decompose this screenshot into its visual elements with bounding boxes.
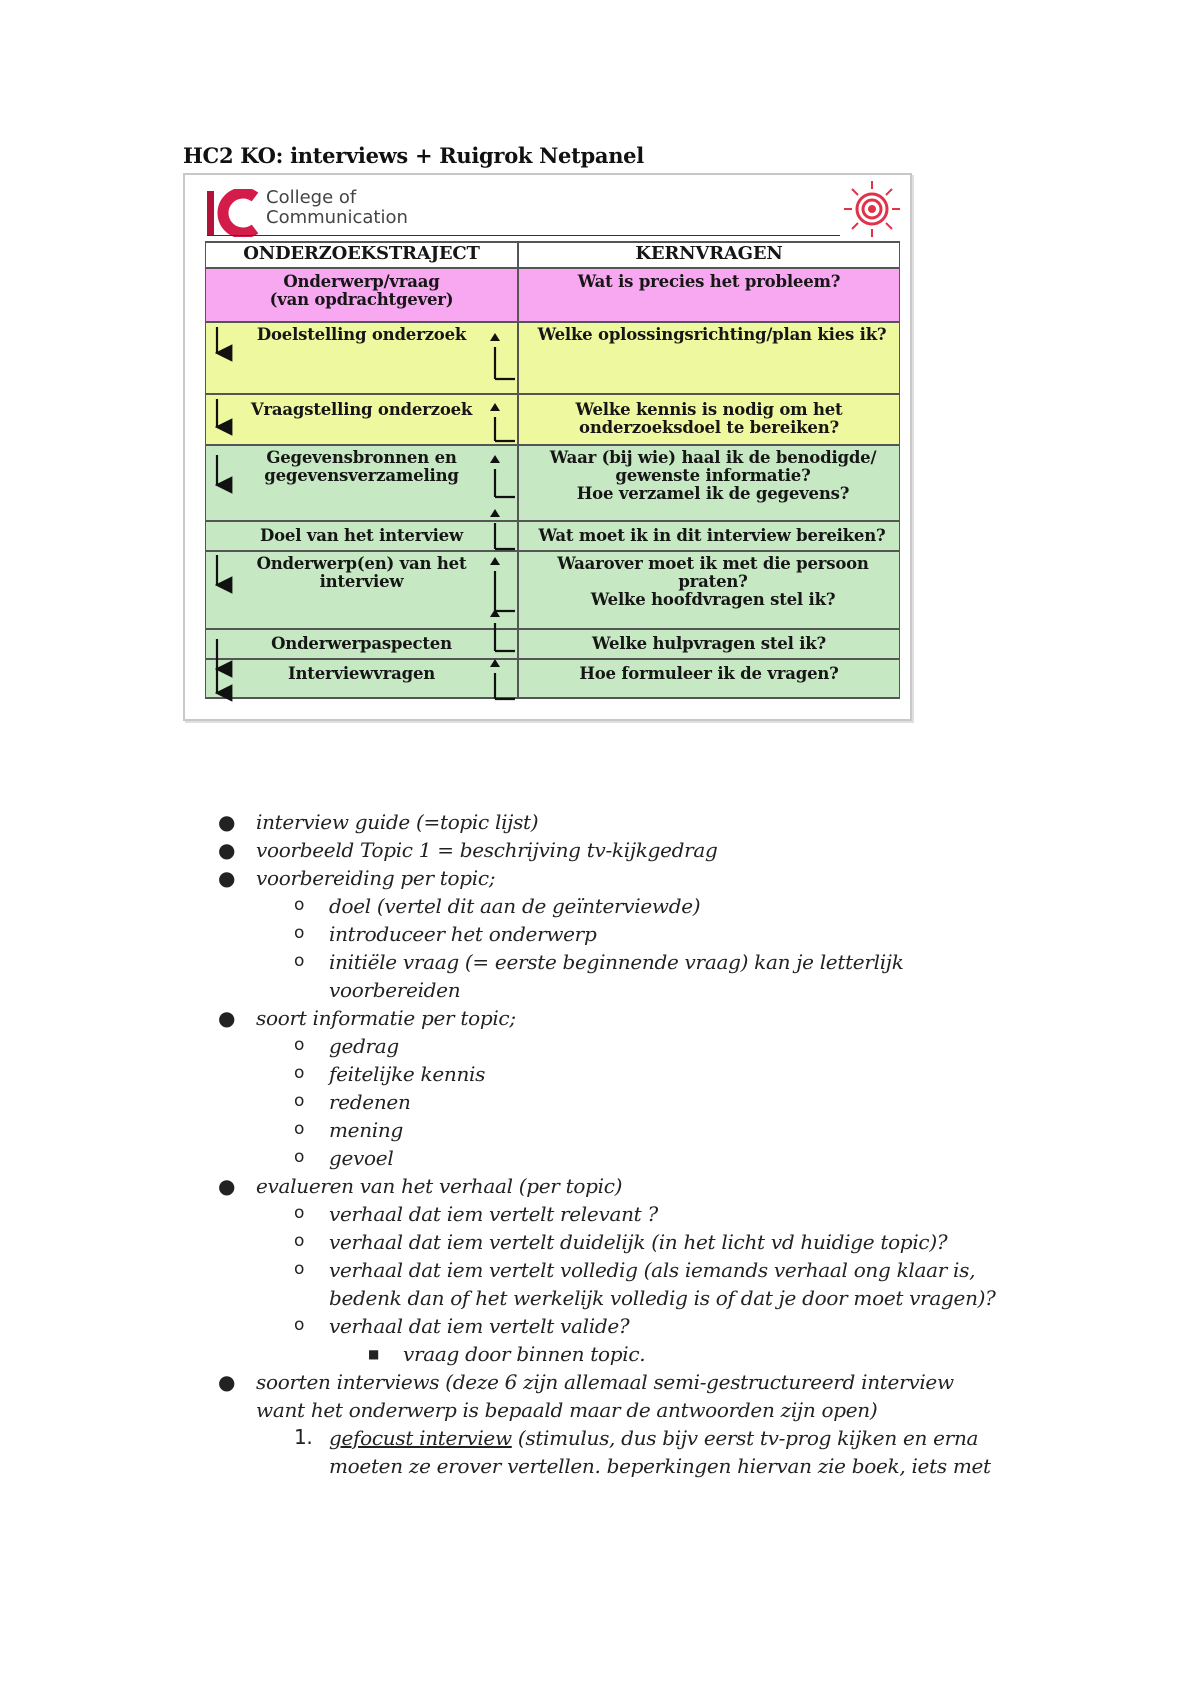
list-item-continuation: voorbereiden xyxy=(329,978,461,1002)
bullet-icon: ● xyxy=(218,1006,236,1030)
list-item: 1. gefocust interview (stimulus, dus bijv eerst tv-prog kijken en erna xyxy=(294,1425,979,1450)
list-item: o feitelijke kennis xyxy=(0,1060,1200,1088)
list-item: ● interview guide (=topic lijst) xyxy=(218,810,539,834)
list-item: o gevoel xyxy=(0,1144,1200,1172)
list-item-continuation: want het onderwerp is bepaald maar de antwoorden zijn open) xyxy=(256,1398,878,1422)
list-item: ● voorbeeld Topic 1 = beschrijving tv-kijkgedrag xyxy=(218,838,718,862)
table-cell-right: Waar (bij wie) haal ik de benodigde/ gewenste informatie? Hoe verzamel ik de gegevens? xyxy=(518,445,900,521)
list-item: ■ vraag door binnen topic. xyxy=(368,1342,646,1366)
table-header-left: ONDERZOEKSTRAJECT xyxy=(205,241,518,268)
page-title: HC2 KO: interviews + Ruigrok Netpanel xyxy=(183,143,644,168)
logo-text-line2: Communication xyxy=(266,207,408,228)
list-item: o redenen xyxy=(0,1088,1200,1116)
table-cell-left: Doel van het interview xyxy=(205,521,518,551)
list-item: o introduceer het onderwerp xyxy=(0,920,1200,948)
list-item: o gedrag xyxy=(0,1032,1200,1060)
table-cell-left: Onderwerp/vraag (van opdrachtgever) xyxy=(205,268,518,322)
circle-bullet-icon: o xyxy=(294,951,305,971)
table-cell-right: Welke hulpvragen stel ik? xyxy=(518,629,900,659)
bullet-icon: ● xyxy=(218,1174,236,1198)
circle-bullet-icon: o xyxy=(294,895,305,915)
list-item: o verhaal dat iem vertelt volledig (als iemands verhaal ong klaar is, xyxy=(0,1256,1200,1284)
list-item: ● soorten interviews (deze 6 zijn allemaal semi-gestructureerd interview xyxy=(218,1370,954,1394)
table-header-right: KERNVRAGEN xyxy=(518,241,900,268)
research-steps-table xyxy=(205,241,900,706)
table-cell-left: Interviewvragen xyxy=(205,659,518,699)
bullet-icon: ● xyxy=(218,866,236,890)
list-item: ● voorbereiding per topic; xyxy=(218,866,496,890)
list-item: o verhaal dat iem vertelt relevant ? xyxy=(0,1200,1200,1228)
college-logo-icon xyxy=(207,189,267,237)
table-cell-left: Doelstelling onderzoek xyxy=(205,322,518,394)
bullet-icon: ● xyxy=(218,838,236,862)
notes-list xyxy=(0,808,1200,1480)
college-logo-text xyxy=(266,188,408,228)
table-cell-left: Onderwerp(en) van het interview xyxy=(205,551,518,629)
table-cell-right: Hoe formuleer ik de vragen? xyxy=(518,659,900,699)
list-item: o verhaal dat iem vertelt valide? xyxy=(0,1312,1200,1340)
square-bullet-icon: ■ xyxy=(368,1347,380,1361)
table-cell-right: Wat is precies het probleem? xyxy=(518,268,900,322)
table-cell-left: Onderwerpaspecten xyxy=(205,629,518,659)
circle-bullet-icon: o xyxy=(294,1147,305,1167)
circle-bullet-icon: o xyxy=(294,1119,305,1139)
list-item: ● evalueren van het verhaal (per topic) xyxy=(218,1174,623,1198)
circle-bullet-icon: o xyxy=(294,1035,305,1055)
gefocust-interview-link[interactable]: gefocust interview xyxy=(329,1426,512,1450)
list-item: o initiële vraag (= eerste beginnende vraag) kan je letterlijk xyxy=(0,948,1200,976)
circle-bullet-icon: o xyxy=(294,1259,305,1279)
table-cell-right: Welke kennis is nodig om het onderzoeksdoel te bereiken? xyxy=(518,394,900,445)
table-cell-right: Welke oplossingsrichting/plan kies ik? xyxy=(518,322,900,394)
table-cell-right: Waarover moet ik met die persoon praten? Welke hoofdvragen stel ik? xyxy=(518,551,900,629)
list-item: ● soort informatie per topic; xyxy=(218,1006,516,1030)
circle-bullet-icon: o xyxy=(294,1231,305,1251)
circle-bullet-icon: o xyxy=(294,1091,305,1111)
list-item-continuation: bedenk dan of het werkelijk volledig is of dat je door moet vragen)? xyxy=(329,1286,996,1310)
bullet-icon: ● xyxy=(218,810,236,834)
embedded-slide-image xyxy=(183,173,912,721)
circle-bullet-icon: o xyxy=(294,1063,305,1083)
circle-bullet-icon: o xyxy=(294,923,305,943)
slide-divider xyxy=(207,235,840,236)
circle-bullet-icon: o xyxy=(294,1203,305,1223)
list-number: 1. xyxy=(294,1425,313,1449)
bullet-icon: ● xyxy=(218,1370,236,1394)
list-item: o verhaal dat iem vertelt duidelijk (in het licht vd huidige topic)? xyxy=(0,1228,1200,1256)
list-item-continuation: moeten ze erover vertellen. beperkingen hiervan zie boek, iets met xyxy=(329,1454,991,1478)
table-cell-left: Gegevensbronnen en gegevensverzameling xyxy=(205,445,518,521)
circle-bullet-icon: o xyxy=(294,1315,305,1335)
target-icon xyxy=(842,179,902,239)
logo-text-line1: College of xyxy=(266,187,357,208)
table-cell-left: Vraagstelling onderzoek xyxy=(205,394,518,445)
list-item: o doel (vertel dit aan de geïnterviewde) xyxy=(0,892,1200,920)
list-item: o mening xyxy=(0,1116,1200,1144)
table-cell-right: Wat moet ik in dit interview bereiken? xyxy=(518,521,900,551)
